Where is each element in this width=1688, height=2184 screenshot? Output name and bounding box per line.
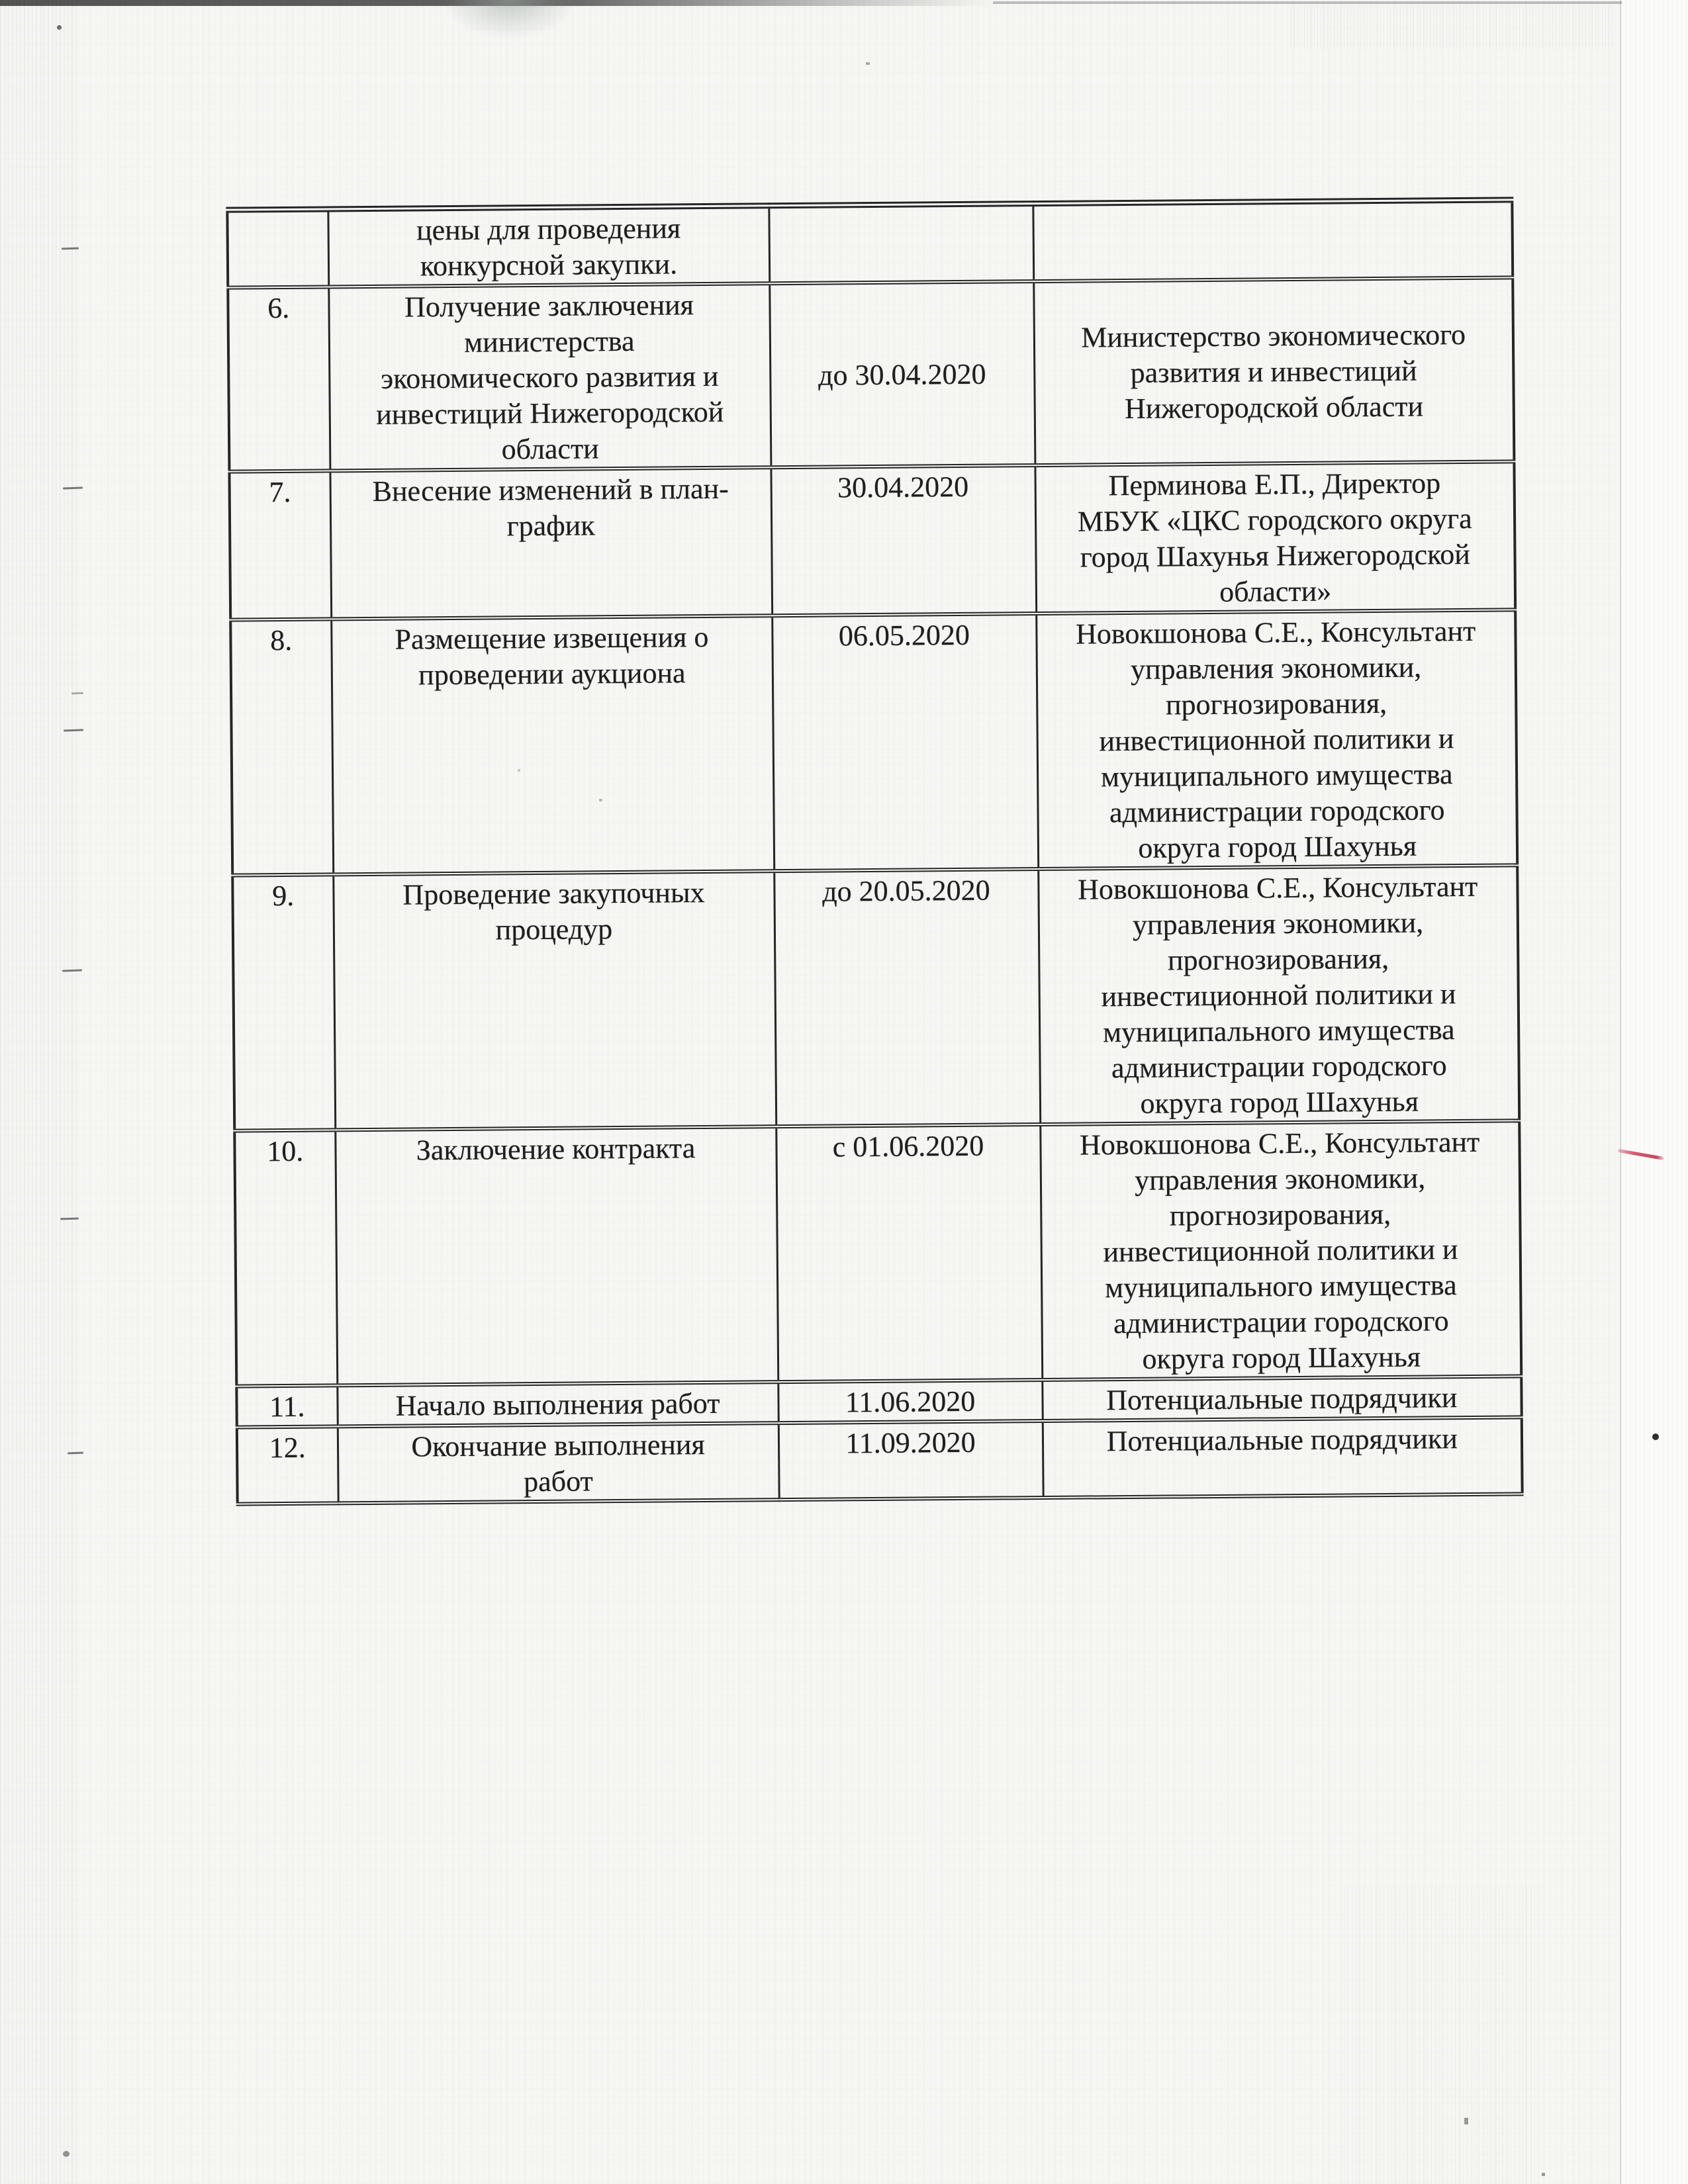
scan-speck	[1542, 2173, 1545, 2176]
margin-dash-mark	[64, 729, 83, 731]
responsible-cell: Новокшонова С.Е., Консультант управления экономики, прогнозирования, инвестиционной политики и муниципального имущества администрации городского округа город Шахунья	[1038, 865, 1519, 1124]
scan-speck	[57, 25, 62, 30]
row-number-cell: 7.	[229, 471, 331, 619]
row-number-cell: 8.	[230, 619, 333, 875]
scan-artifact-top-blob	[445, 0, 575, 38]
responsible-cell: Министерство экономического развития и инвестиций Нижегородской области	[1033, 277, 1514, 465]
scan-noise-bottom-right	[1344, 1886, 1542, 2184]
left-margin-noise	[0, 0, 78, 2184]
margin-dash-mark	[71, 692, 83, 695]
date-cell: 11.09.2020	[778, 1421, 1043, 1500]
scan-artifact-top-edge-thin	[993, 1, 1622, 4]
date-cell	[769, 204, 1033, 284]
margin-dash-mark	[68, 1452, 83, 1455]
scan-speck	[1464, 2118, 1468, 2124]
table-row	[237, 1417, 1523, 1504]
responsible-cell: Новокшонова С.Е., Консультант управления экономики, прогнозирования, инвестиционной политики и муниципального имущества администрации городского округа город Шахунья	[1040, 1120, 1521, 1380]
table-wrapper	[226, 197, 1523, 1506]
date-cell: 06.05.2020	[772, 614, 1038, 871]
scan-speck	[63, 2151, 70, 2157]
table-row	[227, 200, 1513, 288]
responsible-cell: Потенциальные подрядчики	[1043, 1417, 1523, 1498]
date-cell: до 30.04.2020	[769, 281, 1035, 467]
row-number-cell	[227, 209, 328, 288]
date-cell: с 01.06.2020	[776, 1124, 1042, 1382]
row-number-cell: 10.	[234, 1130, 337, 1386]
table-row	[230, 610, 1517, 875]
task-cell: цены для проведения конкурсной закупки.	[328, 206, 769, 287]
date-cell: до 20.05.2020	[774, 869, 1040, 1126]
row-number-cell: 6.	[228, 287, 330, 471]
row-number-cell: 11.	[236, 1385, 337, 1427]
row-number-cell: 12.	[237, 1426, 338, 1504]
task-cell: Внесение изменений в план- график	[330, 467, 772, 619]
procurement-schedule-table	[226, 197, 1523, 1506]
table-row	[232, 865, 1519, 1130]
scan-speck	[1652, 1433, 1659, 1440]
scan-speck	[866, 62, 870, 65]
page-right-edge	[1620, 0, 1688, 2184]
table-row	[229, 461, 1515, 619]
task-cell: Начало выполнения работ	[337, 1382, 778, 1426]
margin-dash-mark	[63, 486, 83, 489]
task-cell: Окончание выполнения работ	[338, 1423, 779, 1503]
task-cell: Получение заключения министерства экономического развития и инвестиций Нижегородской области	[328, 283, 771, 471]
task-cell: Заключение контракта	[335, 1126, 778, 1385]
scan-noise-top-right	[1291, 5, 1615, 49]
table-row	[228, 277, 1514, 471]
responsible-cell: Новокшонова С.Е., Консультант управления экономики, прогнозирования, инвестиционной политики и муниципального имущества администрации городского округа город Шахунья	[1036, 610, 1517, 869]
table-row	[234, 1120, 1521, 1386]
date-cell: 11.06.2020	[778, 1380, 1042, 1423]
responsible-cell	[1033, 200, 1513, 281]
task-cell: Проведение закупочных процедур	[333, 871, 776, 1130]
responsible-cell: Перминова Е.П., Директор МБУК «ЦКС городского округа город Шахунья Нижегородской области»	[1035, 461, 1515, 614]
row-number-cell: 9.	[232, 874, 335, 1130]
date-cell: 30.04.2020	[771, 465, 1036, 615]
margin-dash-mark	[62, 969, 82, 972]
task-cell: Размещение извещения о проведении аукциона	[331, 615, 774, 874]
responsible-cell: Потенциальные подрядчики	[1042, 1376, 1521, 1421]
